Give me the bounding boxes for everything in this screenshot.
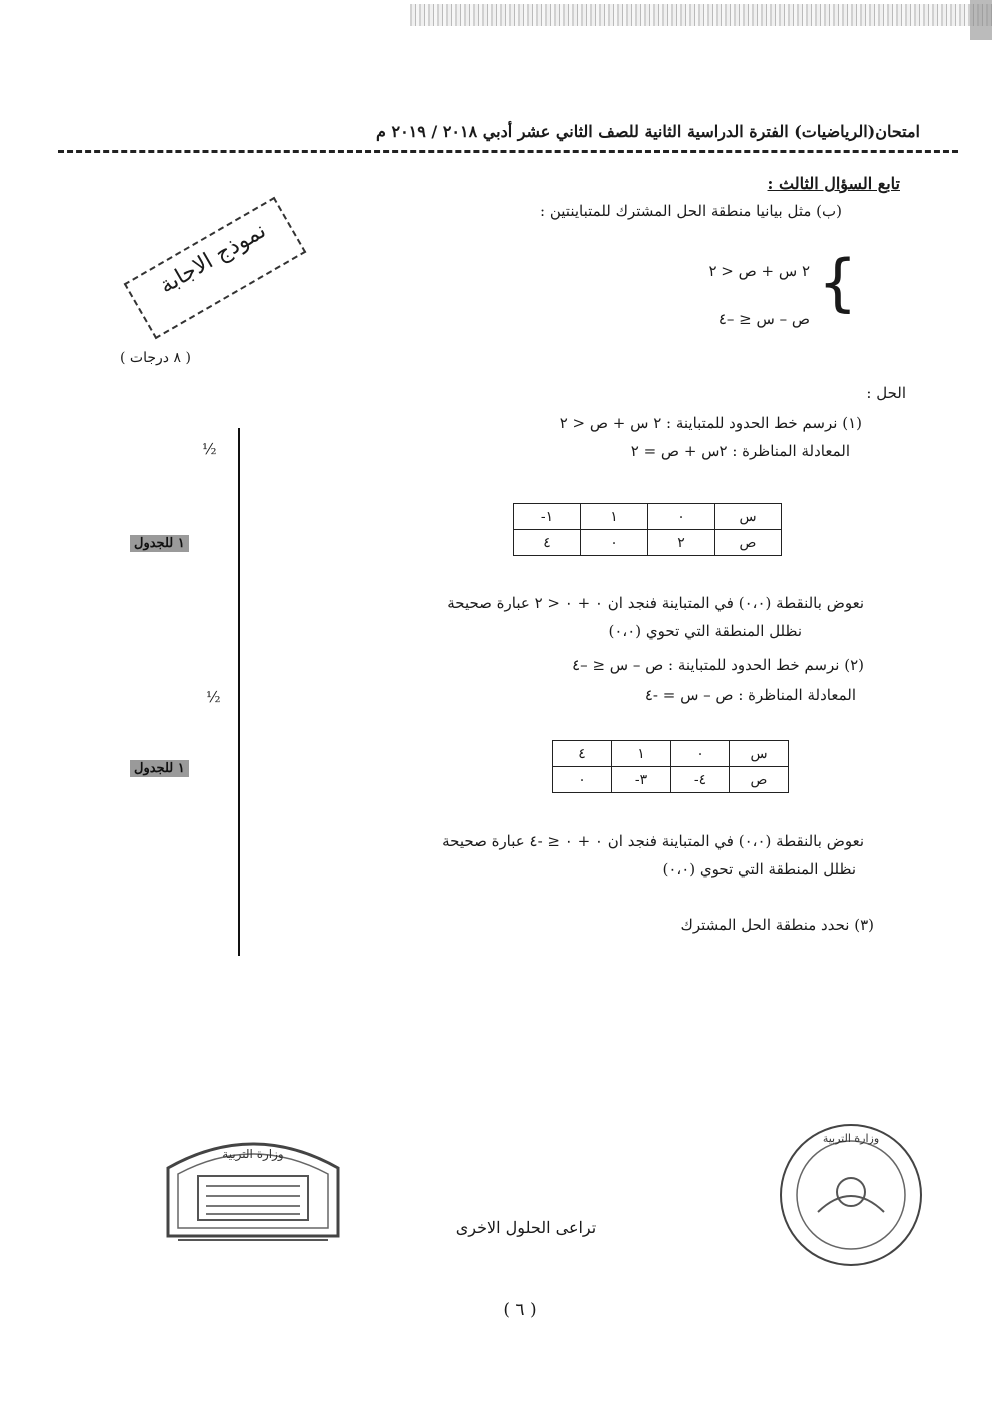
step1-substitution: نعوض بالنقطة (٠،٠) في المتباينة فنجد ان ٠ + ٠ < ٢ عبارة صحيحة: [447, 594, 864, 612]
scan-edge-artifact: [970, 0, 992, 40]
step2-equation: المعادلة المناظرة : ص – س = -٤: [644, 686, 856, 704]
grading-margin-line: [238, 428, 240, 956]
ministry-seal-left: [158, 1128, 348, 1246]
svg-text:وزارة التربية: وزارة التربية: [822, 1132, 880, 1145]
step1-equation: المعادلة المناظرة : ٢س + ص = ٢: [630, 442, 850, 460]
table-row: [553, 767, 789, 793]
exam-header: امتحان(الرياضيات) الفترة الدراسية الثانية للصف الثاني عشر أدبي ٢٠١٨ / ٢٠١٩ م: [375, 122, 920, 141]
svg-text:وزارة التربية: وزارة التربية: [222, 1147, 284, 1161]
ministry-seal-right: [776, 1120, 926, 1270]
margin-mark-half-1: ½: [202, 440, 217, 458]
margin-mark-table-1: ١ للجدول: [130, 535, 189, 552]
header-divider: [58, 150, 958, 153]
answer-model-stamp-label: نموذج الاجابة: [155, 218, 271, 299]
page-number: ( ٦ ): [503, 1300, 537, 1320]
table-header-y: ص: [730, 767, 789, 793]
table-cell: ١-: [514, 504, 581, 530]
margin-mark-table-2: ١ للجدول: [130, 760, 189, 777]
table-cell: ٠: [671, 741, 730, 767]
scan-artifact: [410, 4, 992, 26]
step1-shade: نظلل المنطقة التي تحوي (٠،٠): [608, 622, 802, 640]
table-row: [514, 504, 782, 530]
footer-note: تراعى الحلول الاخرى: [455, 1218, 597, 1237]
table-cell: ٢: [648, 530, 715, 556]
table-cell: ٠: [553, 767, 612, 793]
table-cell: ٤-: [671, 767, 730, 793]
system-brace: {: [818, 246, 858, 319]
margin-mark-half-2: ½: [206, 688, 221, 706]
step2-shade: نظلل المنطقة التي تحوي (٠،٠): [662, 860, 856, 878]
table-header-y: ص: [715, 530, 782, 556]
table-cell: ٤: [514, 530, 581, 556]
question-marks: ( ٨ درجات ): [120, 350, 191, 366]
table-row: [553, 741, 789, 767]
step3-common-region: (٣) نحدد منطقة الحل المشترك: [680, 916, 874, 934]
step2-boundary-line: (٢) نرسم خط الحدود للمتباينة : ص – س ≤ –٤: [572, 656, 864, 674]
table-header-x: س: [715, 504, 782, 530]
inequality-2: ص – س ≤ –٤: [718, 310, 810, 328]
table-row: [514, 530, 782, 556]
question-subtitle: (ب) مثل بيانيا منطقة الحل المشترك للمتباينتين :: [540, 202, 842, 220]
inequality-1: ٢ س + ص < ٢: [708, 262, 810, 280]
step2-substitution: نعوض بالنقطة (٠،٠) في المتباينة فنجد ان ٠ + ٠ ≤ -٤ عبارة صحيحة: [442, 832, 864, 850]
table-header-x: س: [730, 741, 789, 767]
step2-values-table: [552, 740, 789, 793]
table-cell: ٣-: [612, 767, 671, 793]
step1-values-table: [513, 503, 782, 556]
table-cell: ١: [612, 741, 671, 767]
solution-label: الحل :: [866, 384, 906, 402]
question-title: تابع السؤال الثالث :: [767, 174, 900, 193]
table-cell: ٠: [648, 504, 715, 530]
table-cell: ٤: [553, 741, 612, 767]
table-cell: ١: [581, 504, 648, 530]
table-cell: ٠: [581, 530, 648, 556]
step1-boundary-line: (١) نرسم خط الحدود للمتباينة : ٢ س + ص < ٢: [559, 414, 862, 432]
